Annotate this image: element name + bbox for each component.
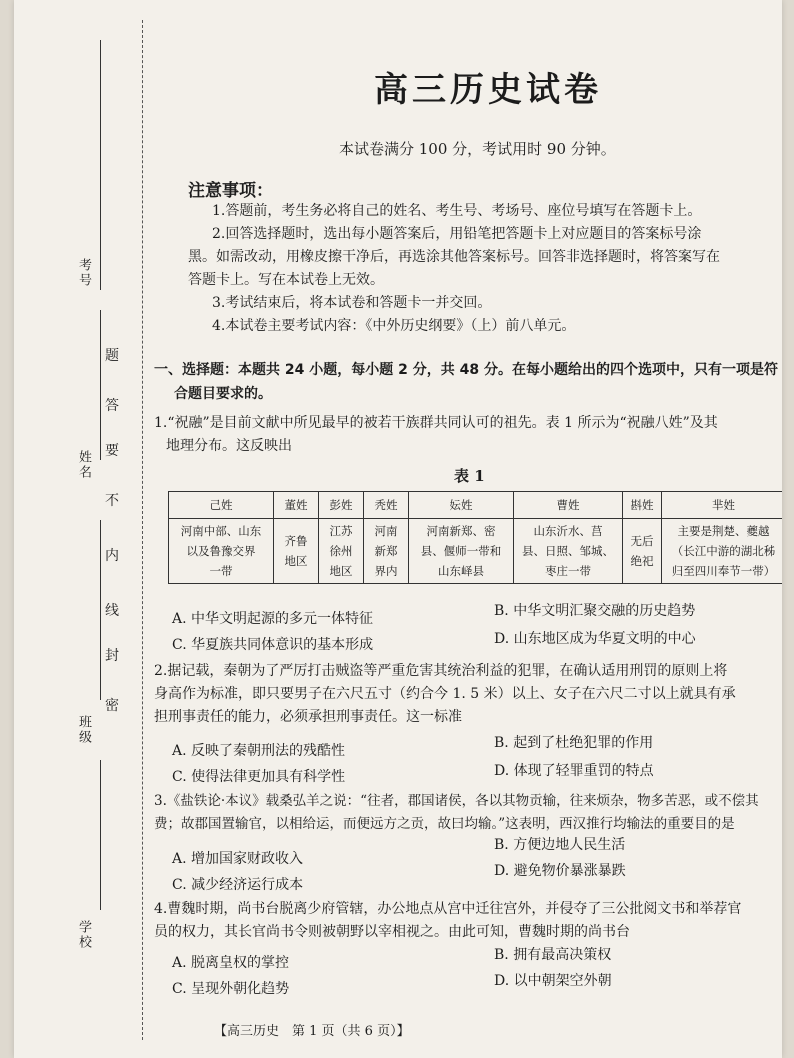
option-a: A. 反映了秦朝刑法的残酷性 [172,743,346,759]
notice-item: 答题卡上。写在本试卷上无效。 [188,272,384,288]
table-header-cell: 妘姓 [409,492,514,519]
table-cell: 河南 新郑 界内 [364,519,409,584]
seal-char: 要 [105,443,119,459]
question-1 [154,412,782,458]
binding-margin [54,0,154,1058]
table-cell: 河南中部、山东 以及鲁豫交界 一带 [169,519,274,584]
question-2 [154,660,782,729]
question-4 [154,898,782,944]
option-c: C. 使得法律更加具有科学性 [172,769,346,785]
option-b: B. 中华文明汇聚交融的历史趋势 [494,603,696,619]
question-text: 3.《盐铁论·本议》载桑弘羊之说：“往者，郡国诸侯，各以其物贡输，往来烦杂，物多苦恶，或不偿其 [154,793,759,809]
option-a: A. 增加国家财政收入 [172,851,304,867]
table-cell: 主要是荆楚、夔越 （长江中游的湖北秭 归至四川奉节一带） [662,519,783,584]
option-b: B. 方便边地人民生活 [494,837,626,853]
notice-item: 3.考试结束后，将本试卷和答题卡一并交回。 [212,295,492,311]
option-a: A. 中华文明起源的多元一体特征 [172,611,374,627]
seal-dashed-line [142,20,143,1040]
table-header-cell: 己姓 [169,492,274,519]
table-header-cell: 曹姓 [514,492,623,519]
notice-item: 2.回答选择题时，选出每小题答案后，用铅笔把答题卡上对应题目的答案标号涂 [212,226,702,242]
option-d: D. 避免物价暴涨暴跌 [494,863,626,879]
school-label: 学校 [76,920,91,950]
school-line [100,760,101,910]
table-cell: 无后 绝祀 [623,519,662,584]
seal-char: 内 [105,548,119,564]
section-line: 合题目要求的。 [174,386,272,402]
question-text: 身高作为标准，即只要男子在六尺五寸（约合今 1. 5 米）以上、女子在六尺二寸以上就具有承 [154,686,736,702]
name-label: 姓名 [76,450,91,480]
notice-title: 注意事项： [188,181,273,201]
question-text: 担刑事责任的能力，必须承担刑事责任。这一标准 [154,709,462,725]
seal-char: 题 [105,348,119,364]
table-header-cell: 斟姓 [623,492,662,519]
question-text: 地理分布。这反映出 [166,438,292,454]
table-header-cell: 芈姓 [662,492,783,519]
table-header-cell: 董姓 [274,492,319,519]
table-cell: 江苏 徐州 地区 [319,519,364,584]
notice-item: 1.答题前，考生务必将自己的姓名、考生号、考场号、座位号填写在答题卡上。 [212,203,702,219]
class-label: 班级 [76,715,91,745]
notice-item: 黑。如需改动，用橡皮擦干净后，再选涂其他答案标号。回答非选择题时，将答案写在 [188,249,720,265]
option-c: C. 呈现外朝化趋势 [172,981,290,997]
section-heading [154,358,782,406]
table-cell: 齐鲁 地区 [274,519,319,584]
option-d: D. 以中朝架空外朝 [494,973,612,989]
table-header-cell: 秃姓 [364,492,409,519]
section-line: 一、选择题：本题共 24 小题，每小题 2 分，共 48 分。在每小题给出的四个选项中，只有一项是符 [154,362,778,378]
seal-char: 不 [105,493,119,509]
seal-char: 密 [105,698,119,714]
table-caption: 表 1 [454,467,485,485]
table-header-row [169,492,783,519]
name-line [100,310,101,460]
option-b: B. 起到了杜绝犯罪的作用 [494,735,654,751]
table-header-cell: 彭姓 [319,492,364,519]
exam-no-line [100,40,101,290]
seal-char: 答 [105,398,119,414]
class-line [100,520,101,700]
question-3 [154,790,782,836]
seal-char: 线 [105,603,119,619]
option-b: B. 拥有最高决策权 [494,947,612,963]
surname-distribution-table [168,491,782,584]
table-row [169,519,783,584]
table-cell: 河南新郑、密 县、偃师一带和 山东峄县 [409,519,514,584]
option-d: D. 山东地区成为华夏文明的中心 [494,631,696,647]
page-footer: 【高三历史 第 1 页（共 6 页）】 [214,1024,410,1039]
question-text: 员的权力，其长官尚书令则被朝野以宰相视之。由此可知，曹魏时期的尚书台 [154,924,630,940]
page-title: 高三历史试卷 [374,70,602,110]
question-text: 费；故郡国置输官，以相给运，而便远方之贡，故曰均输。”这表明，西汉推行均输法的重要目的是 [154,816,735,832]
option-d: D. 体现了轻罪重罚的特点 [494,763,654,779]
table-cell: 山东沂水、莒 县、日照、邹城、 枣庄一带 [514,519,623,584]
score-line: 本试卷满分 100 分，考试用时 90 分钟。 [339,140,616,158]
question-text: 4.曹魏时期，尚书台脱离少府管辖，办公地点从宫中迁往宫外，并侵夺了三公批阅文书和举荐官 [154,901,742,917]
exam-paper [14,0,782,1058]
notice-item: 4.本试卷主要考试内容：《中外历史纲要》（上）前八单元。 [212,318,576,334]
question-text: 1.“祝融”是目前文献中所见最早的被若干族群共同认可的祖先。表 1 所示为“祝融八姓”及其 [154,415,718,431]
option-a: A. 脱离皇权的掌控 [172,955,290,971]
seal-char: 封 [105,648,119,664]
option-c: C. 减少经济运行成本 [172,877,304,893]
question-text: 2.据记载，秦朝为了严厉打击贼盗等严重危害其统治利益的犯罪，在确认适用刑罚的原则上将 [154,663,728,679]
option-c: C. 华夏族共同体意识的基本形成 [172,637,374,653]
exam-no-label: 考号 [76,258,91,288]
